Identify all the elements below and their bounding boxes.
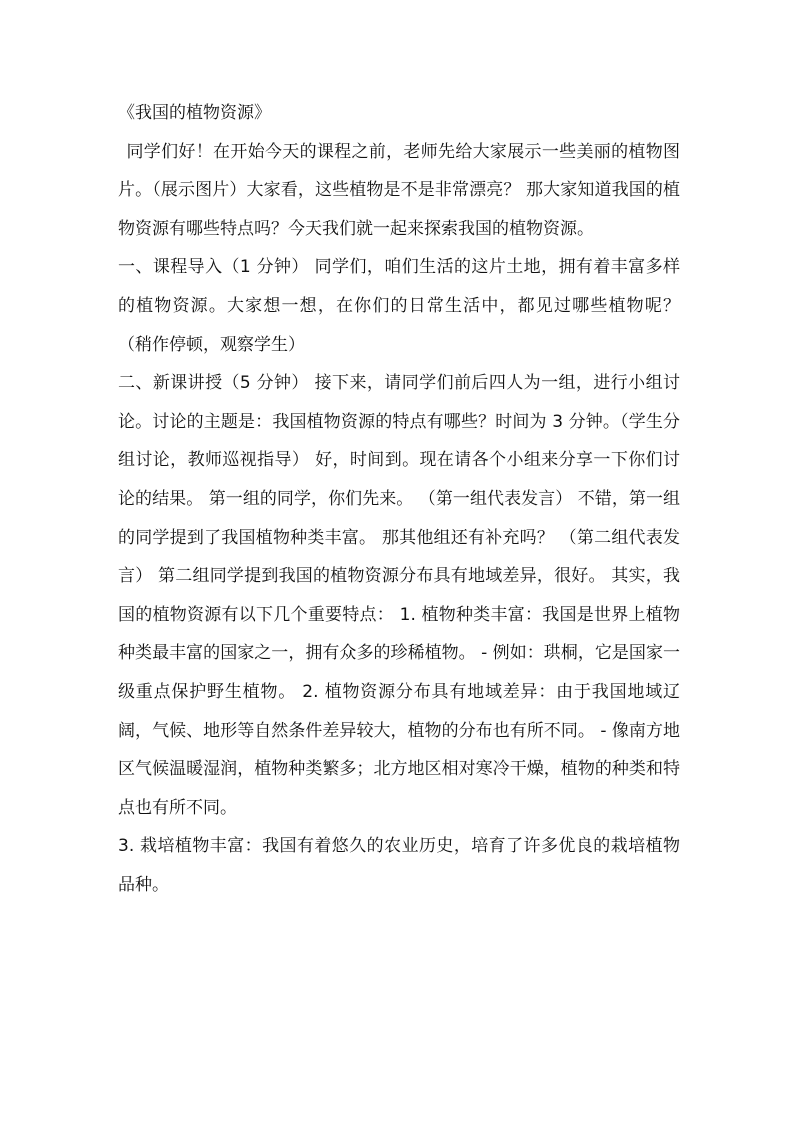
paragraph-section-1: 一、课程导入（1 分钟） 同学们，咱们生活的这片土地，拥有着丰富多样的植物资源。大家想一想，在你们的日常生活中，都见过哪些植物呢？ （稍作停顿，观察学生） <box>118 257 680 355</box>
paragraph-point-3: 3. 栽培植物丰富：我国有着悠久的农业历史，培育了许多优良的栽培植物品种。 <box>118 836 680 895</box>
document-body <box>118 94 680 904</box>
document-title: 《我国的植物资源》 <box>118 103 271 123</box>
paragraph-intro: 同学们好！在开始今天的课程之前，老师先给大家展示一些美丽的植物图片。（展示图片）大家看，这些植物是不是非常漂亮？ 那大家知道我国的植物资源有哪些特点吗？今天我们就一起来探索我国的植物资源。 <box>118 141 680 239</box>
paragraph-section-2: 二、新课讲授（5 分钟） 接下来，请同学们前后四人为一组，进行小组讨论。讨论的主题是：我国植物资源的特点有哪些？时间为 3 分钟。（学生分组讨论，教师巡视指导） 好，时间到。现在请各个小组来分享一下你们讨论的结果。 第一组的同学，你们先来。 （第一组代表发言） 不错，第一组的同学提到了我国植物种类丰富。 那其他组还有补充吗？ （第二组代表发言） 第二组同学提到我国的植物资源分布具有地域差异，很好。 其实，我国的植物资源有以下几个重要特点： 1. 植物种类丰富：我国是世界上植物种类最丰富的国家之一，拥有众多的珍稀植物。 - 例如：珙桐，它是国家一级重点保护野生植物。 2. 植物资源分布具有地域差异：由于我国地域辽阔，气候、地形等自然条件差异较大，植物的分布也有所不同。 - 像南方地区气候温暖湿润，植物种类繁多；北方地区相对寒冷干燥，植物的种类和特点也有所不同。 <box>118 373 680 818</box>
